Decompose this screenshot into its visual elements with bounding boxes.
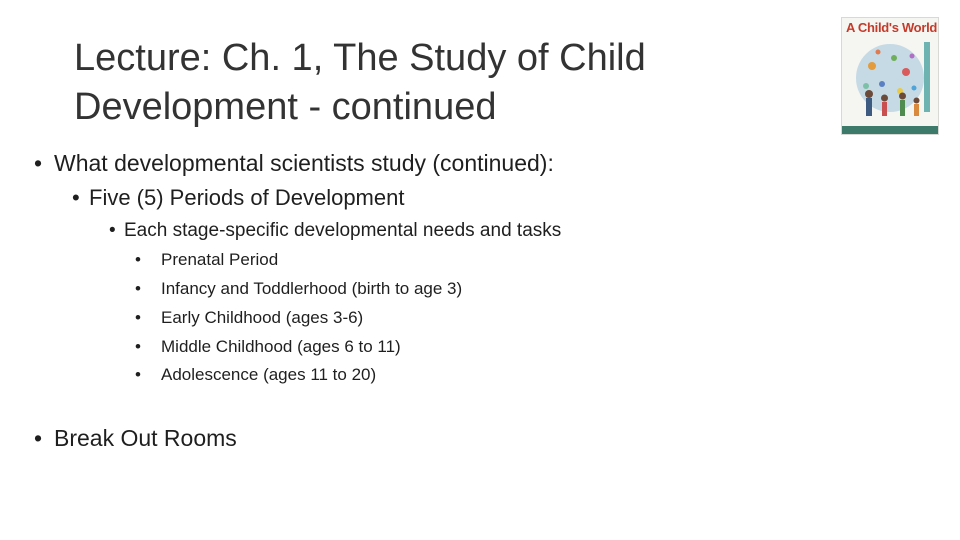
bullet-dot: • — [135, 337, 141, 356]
bullet-text: Five (5) Periods of Development — [89, 185, 405, 210]
bullet-dot: • — [135, 250, 141, 269]
bullet-level-1 — [34, 424, 237, 452]
period-item — [135, 278, 462, 300]
period-item — [135, 249, 278, 271]
bullet-dot: • — [135, 279, 141, 298]
cover-bottom-strip — [842, 126, 938, 134]
bullet-text: What developmental scientists study (continued): — [54, 150, 554, 176]
period-item — [135, 307, 363, 329]
slide-title-line-2: Development - continued — [74, 86, 497, 128]
slide-title-line-1: Lecture: Ch. 1, The Study of Child — [74, 37, 646, 79]
globe-illustration-icon — [842, 36, 938, 126]
bullet-dot: • — [109, 220, 116, 241]
book-cover-title: A Child's World — [846, 20, 938, 35]
bullet-level-1 — [34, 149, 554, 177]
book-cover-image — [841, 17, 939, 135]
bullet-dot: • — [34, 150, 43, 176]
bullet-level-3 — [109, 219, 561, 243]
period-text: Prenatal Period — [161, 250, 279, 269]
period-text: Adolescence (ages 11 to 20) — [161, 365, 377, 384]
bullet-text: Break Out Rooms — [54, 425, 237, 451]
bullet-text: Each stage-specific developmental needs and tasks — [124, 220, 562, 241]
bullet-dot: • — [135, 365, 141, 384]
period-text: Early Childhood (ages 3-6) — [161, 308, 364, 327]
period-text: Infancy and Toddlerhood (birth to age 3) — [161, 279, 463, 298]
period-text: Middle Childhood (ages 6 to 11) — [161, 337, 401, 356]
period-item — [135, 364, 376, 386]
bullet-dot: • — [135, 308, 141, 327]
period-item — [135, 336, 401, 358]
bullet-level-2 — [72, 184, 404, 211]
bullet-dot: • — [72, 185, 80, 210]
bullet-dot: • — [34, 425, 43, 451]
